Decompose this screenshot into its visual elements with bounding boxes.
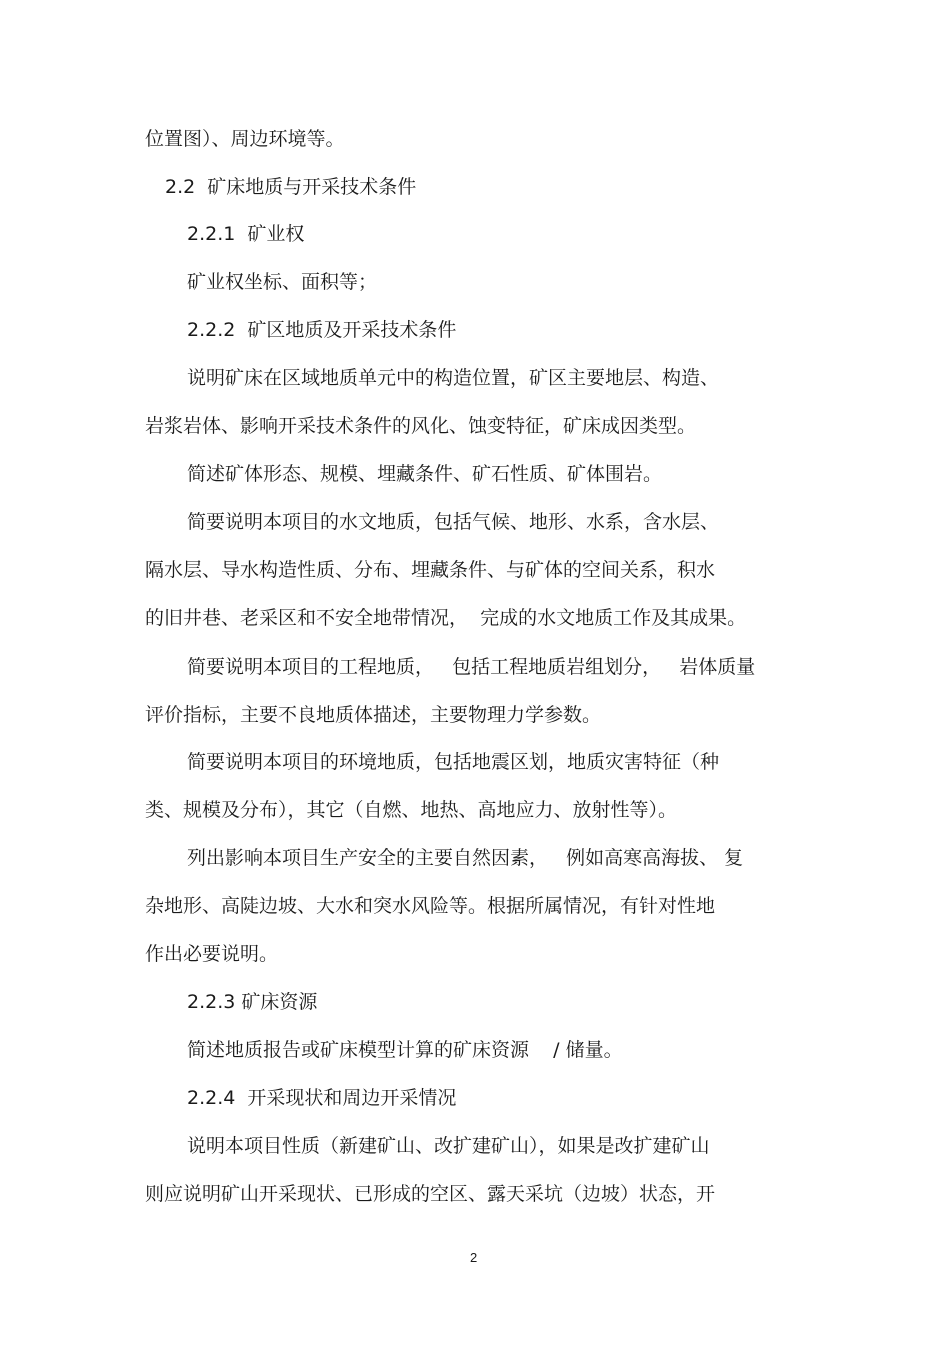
section-heading: 2.2 矿床地质与开采技术条件 [165, 176, 417, 198]
text-line: 简要说明本项目的水文地质，包括气候、地形、水系，含水层、 [187, 511, 720, 533]
text-line: 说明本项目性质（新建矿山、改扩建矿山），如果是改扩建矿山 [187, 1135, 710, 1157]
text-line: 则应说明矿山开采现状、已形成的空区、露天采坑（边坡）状态，开 [145, 1183, 716, 1205]
text-line: 说明矿床在区域地质单元中的构造位置，矿区主要地层、构造、 [187, 367, 720, 389]
subsection-heading: 2.2.4 开采现状和周边开采情况 [187, 1087, 457, 1109]
subsection-heading: 2.2.3 矿床资源 [187, 991, 318, 1013]
text-line: 隔水层、导水构造性质、分布、埋藏条件、与矿体的空间关系，积水 [145, 559, 716, 581]
text-line: 简要说明本项目的工程地质， 包括工程地质岩组划分， 岩体质量 [187, 656, 756, 678]
text-line: 杂地形、高陡边坡、大水和突水风险等。根据所属情况，有针对性地 [145, 895, 716, 917]
text-line: 矿业权坐标、面积等； [187, 271, 378, 293]
text-line: 位置图）、周边环境等。 [145, 128, 345, 150]
text-line: 评价指标，主要不良地质体描述，主要物理力学参数。 [145, 704, 602, 726]
text-line: 简要说明本项目的环境地质，包括地震区划，地质灾害特征（种 [187, 751, 720, 773]
subsection-heading: 2.2.1 矿业权 [187, 223, 305, 245]
page-number: 2 [470, 1250, 478, 1265]
text-line: 简述地质报告或矿床模型计算的矿床资源 / 储量。 [187, 1039, 623, 1061]
text-line: 列出影响本项目生产安全的主要自然因素， 例如高寒高海拔、 复 [187, 847, 744, 869]
text-line: 岩浆岩体、影响开采技术条件的风化、蚀变特征，矿床成因类型。 [145, 415, 697, 437]
text-line: 类、规模及分布），其它（自燃、地热、高地应力、放射性等）。 [145, 799, 678, 821]
text-line: 的旧井巷、老采区和不安全地带情况， 完成的水文地质工作及其成果。 [145, 607, 747, 629]
text-line: 作出必要说明。 [145, 943, 279, 965]
text-line: 简述矿体形态、规模、埋藏条件、矿石性质、矿体围岩。 [187, 463, 663, 485]
subsection-heading: 2.2.2 矿区地质及开采技术条件 [187, 319, 457, 341]
